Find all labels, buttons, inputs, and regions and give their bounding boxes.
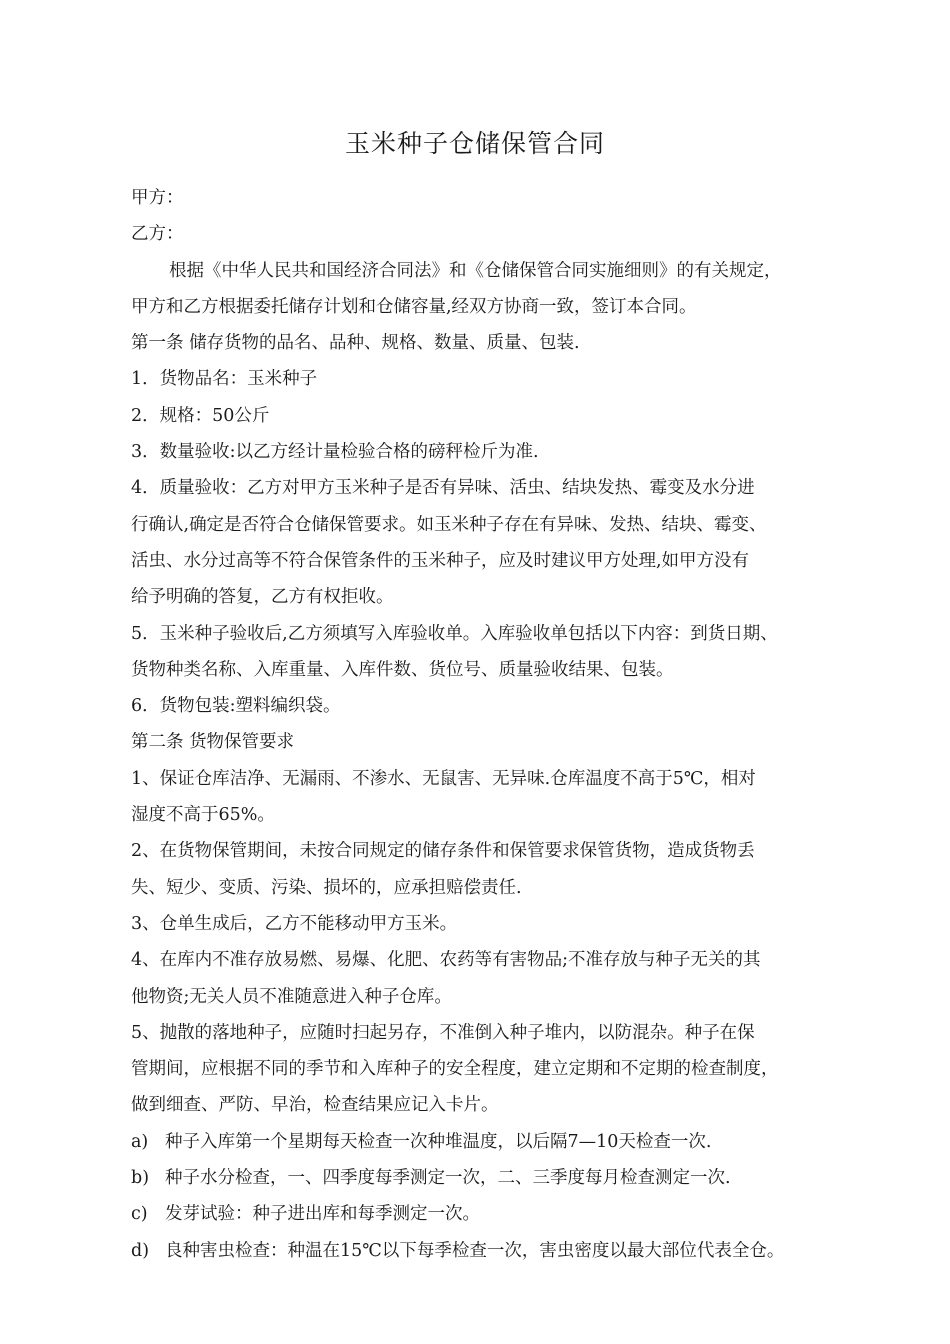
- text-line: 5、抛散的落地种子，应随时扫起另存，不准倒入种子堆内，以防混杂。种子在保: [131, 1022, 755, 1043]
- sub-item-marker: a): [131, 1131, 149, 1152]
- sub-item-text: 发芽试验：种子进出库和每季测定一次。: [165, 1204, 480, 1225]
- text-line: 2．规格：50公斤: [131, 405, 270, 426]
- text-line: 他物资;无关人员不准随意进入种子仓库。: [131, 986, 452, 1007]
- sub-item-text: 良种害虫检查：种温在15℃以下每季检查一次，害虫密度以最大部位代表全仓。: [165, 1240, 785, 1261]
- text-line: 3、仓单生成后，乙方不能移动甲方玉米。: [131, 913, 458, 934]
- text-line: 2、在货物保管期间，未按合同规定的储存条件和保管要求保管货物，造成货物丢: [131, 841, 755, 862]
- text-line: 甲方：: [131, 188, 184, 208]
- sub-item-text: 种子水分检查，一、四季度每季测定一次，二、三季度每月检查测定一次.: [165, 1168, 731, 1189]
- text-line: 1、保证仓库洁净、无漏雨、不渗水、无鼠害、无异味.仓库温度不高于5℃，相对: [131, 768, 756, 789]
- sub-item: [131, 1233, 831, 1269]
- text-line: 4、在库内不准存放易燃、易爆、化肥、农药等有害物品;不准存放与种子无关的其: [131, 950, 761, 971]
- text-line: 做到细查、严防、早治，检查结果应记入卡片。: [131, 1095, 499, 1116]
- text-line: 货物种类名称、入库重量、入库件数、货位号、质量验收结果、包装。: [131, 659, 674, 680]
- text-line: 4．质量验收：乙方对甲方玉米种子是否有异味、活虫、结块发热、霉变及水分进: [131, 478, 755, 499]
- sub-item-marker: c): [131, 1204, 148, 1225]
- sub-item-text: 种子入库第一个星期每天检查一次种堆温度，以后隔7—10天检查一次.: [165, 1131, 712, 1152]
- text-line: 给予明确的答复，乙方有权拒收。: [131, 587, 394, 608]
- text-line: 第一条 储存货物的品名、品种、规格、数量、质量、包装.: [131, 333, 580, 354]
- text-line: 失、短少、变质、污染、损坏的，应承担赔偿责任.: [131, 877, 522, 898]
- sub-item: [131, 1124, 831, 1160]
- sub-item-marker: b): [131, 1168, 150, 1189]
- text-line: 6．货物包装:塑料编织袋。: [131, 696, 341, 717]
- sub-item-marker: d): [131, 1240, 150, 1261]
- sub-item: [131, 1160, 831, 1196]
- text-line: 第二条 货物保管要求: [131, 732, 295, 753]
- text-line: 甲方和乙方根据委托储存计划和仓储容量,经双方协商一致，签订本合同。: [131, 296, 697, 317]
- sub-item: [131, 1196, 831, 1232]
- text-line: 活虫、水分过高等不符合保管条件的玉米种子，应及时建议甲方处理,如甲方没有: [131, 550, 750, 571]
- text-line: 1．货物品名：玉米种子: [131, 369, 318, 390]
- text-line: 3．数量验收:以乙方经计量检验合格的磅秤检斤为准.: [131, 442, 539, 463]
- text-line: 湿度不高于65%。: [131, 805, 275, 826]
- text-line: 管期间，应根据不同的季节和入库种子的安全程度，建立定期和不定期的检查制度，: [131, 1059, 779, 1080]
- text-line: 根据《中华人民共和国经济合同法》和《仓储保管合同实施细则》的有关规定，: [169, 260, 782, 281]
- text-line: 乙方：: [131, 224, 184, 245]
- text-line: 5．玉米种子验收后,乙方须填写入库验收单。入库验收单包括以下内容：到货日期、: [131, 623, 778, 644]
- text-line: 行确认,确定是否符合仓储保管要求。如玉米种子存在有异味、发热、结块、霉变、: [131, 514, 767, 535]
- document-title: 玉米种子仓储保管合同: [344, 129, 605, 158]
- document-body: [131, 180, 831, 1269]
